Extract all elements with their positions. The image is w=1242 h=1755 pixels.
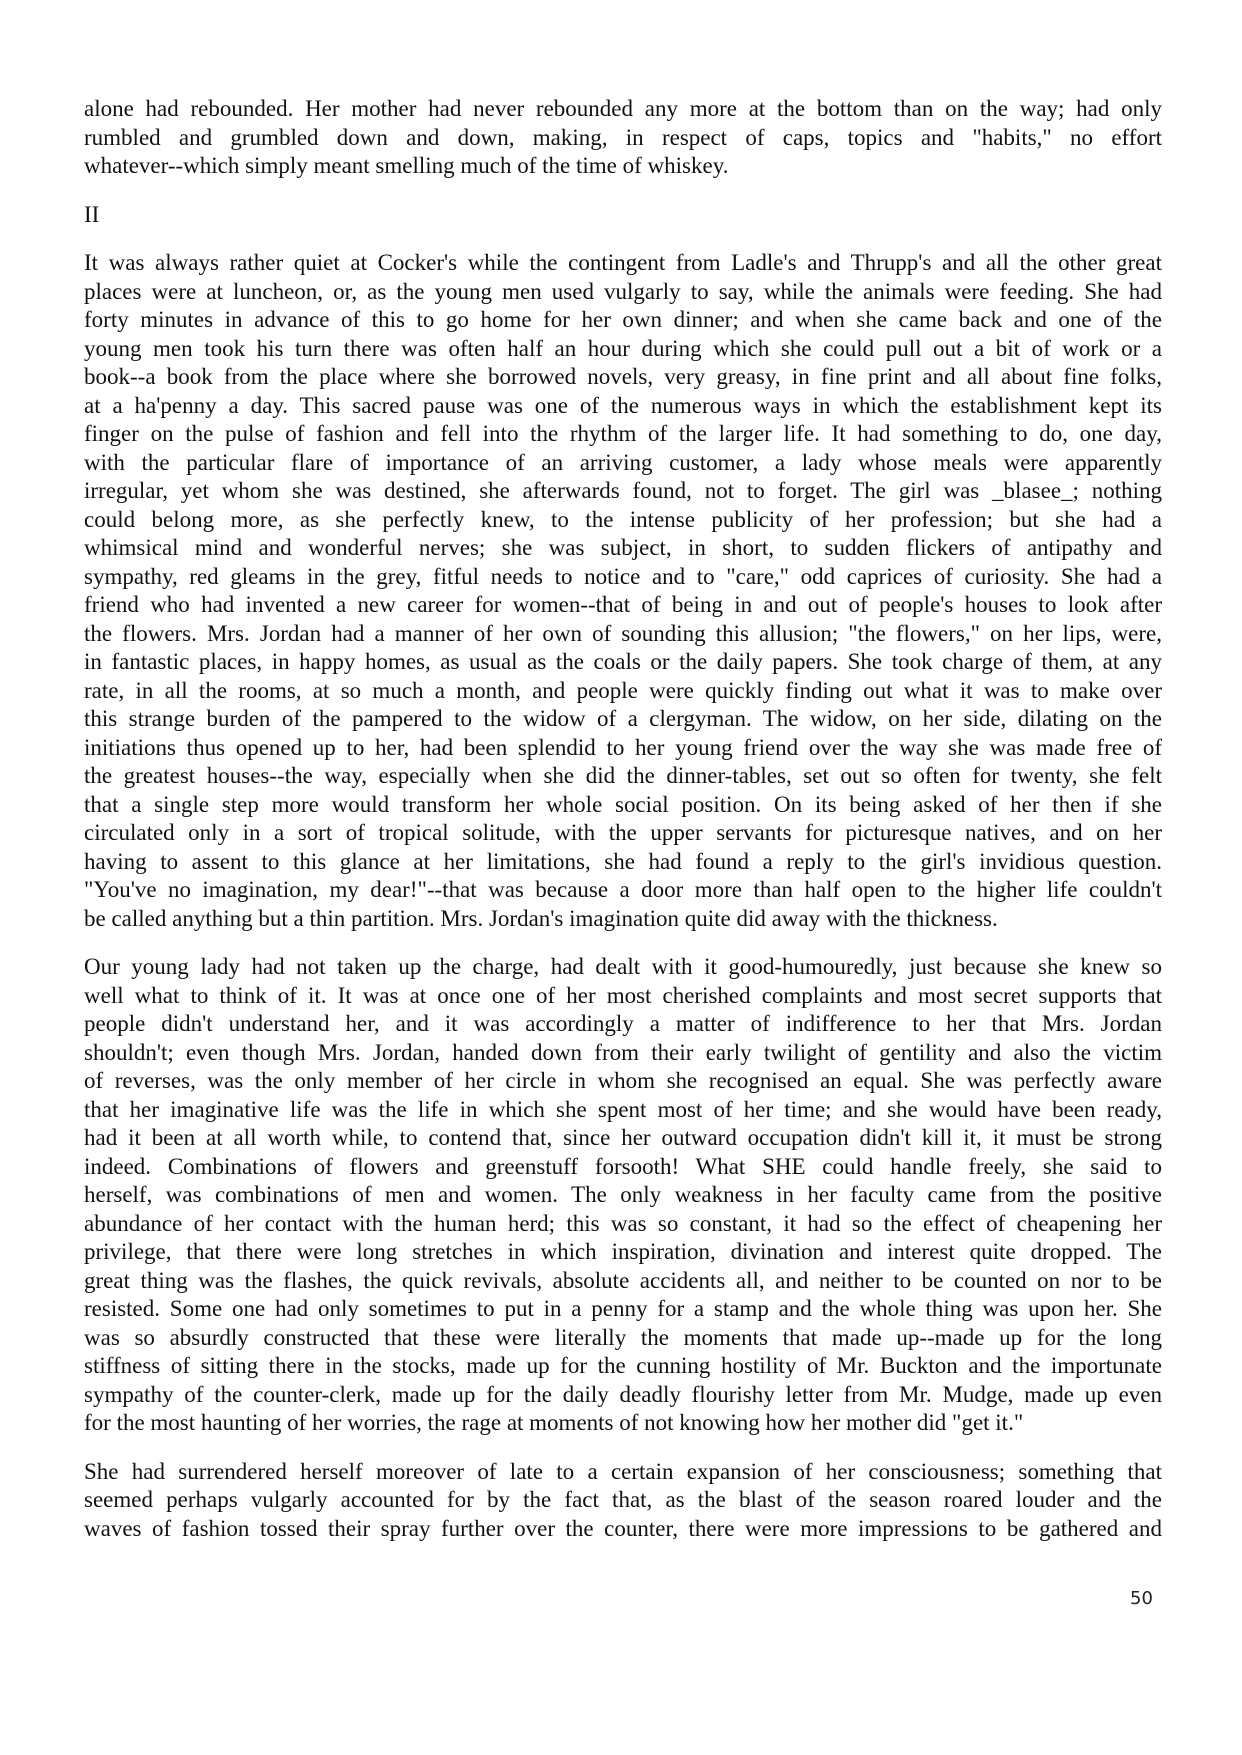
paragraph (84, 1458, 1162, 1544)
text-line: of reverses, was the only member of her circle in whom she recognised an equal. She was perfectly aware (84, 1068, 1162, 1093)
text-line: at a ha'penny a day. This sacred pause was one of the numerous ways in which the establishment kept its (84, 392, 1162, 418)
text-line: the greatest houses--the way, especially when she did the dinner-tables, set out so often for twenty, she felt (84, 763, 1162, 788)
paragraph (84, 953, 1162, 1438)
text-line: well what to think of it. It was at once one of her most cherished complaints and most secret supports that (84, 982, 1162, 1008)
page-number: 50 (1130, 1588, 1153, 1609)
text-line: privilege, that there were long stretches in which inspiration, divination and interest quite dropped. The (84, 1239, 1162, 1264)
text-line: rate, in all the rooms, at so much a month, and people were quickly finding out what it was to make over (84, 677, 1162, 703)
text-line: "You've no imagination, my dear!"--that was because a door more than half open to the higher life couldn't (84, 877, 1162, 902)
text-line: indeed. Combinations of flowers and greenstuff forsooth! What SHE could handle freely, she said to (84, 1153, 1162, 1179)
text-line: Our young lady had not taken up the charge, had dealt with it good-humouredly, just because she knew so (84, 954, 1162, 979)
text-line: with the particular flare of importance of an arriving customer, a lady whose meals were apparently (84, 449, 1162, 475)
text-line: having to assent to this glance at her limitations, she had found a reply to the girl's invidious question. (84, 848, 1162, 874)
text-line: circulated only in a sort of tropical solitude, with the upper servants for picturesque natives, and on her (84, 820, 1162, 845)
text-line: whimsical mind and wonderful nerves; she was subject, in short, to sudden flickers of antipathy and (84, 535, 1162, 560)
text-line: shouldn't; even though Mrs. Jordan, handed down from their early twilight of gentility and also the victim (84, 1039, 1162, 1065)
text-line: waves of fashion tossed their spray further over the counter, there were more impressions to be gathered and (84, 1515, 1162, 1541)
text-line: initiations thus opened up to her, had been splendid to her young friend over the way she was made free of (84, 734, 1162, 760)
text-line: was so absurdly constructed that these were literally the moments that made up--made up for the long (84, 1324, 1162, 1350)
text-line: It was always rather quiet at Cocker's while the contingent from Ladle's and Thrupp's and all the other great (84, 250, 1162, 275)
text-line: sympathy, red gleams in the grey, fitful needs to notice and to "care," odd caprices of curiosity. She had a (84, 563, 1162, 589)
text-line: could belong more, as she perfectly knew, to the intense publicity of her profession; but she had a (84, 506, 1162, 532)
text-line: in fantastic places, in happy homes, as usual as the coals or the daily papers. She took charge of them, at any (84, 649, 1162, 674)
text-line: places were at luncheon, or, as the young men used vulgarly to say, while the animals were feeding. She had (84, 278, 1162, 304)
text-line: alone had rebounded. Her mother had never rebounded any more at the bottom than on the way; had only (84, 96, 1162, 121)
text-line: irregular, yet whom she was destined, she afterwards found, not to forget. The girl was _blasee_; nothing (84, 478, 1162, 503)
text-line: great thing was the flashes, the quick revivals, absolute accidents all, and neither to be counted on nor to be (84, 1267, 1162, 1293)
text-line: young men took his turn there was often half an hour during which she could pull out a bit of work or a (84, 335, 1162, 361)
text-line: herself, was combinations of men and women. The only weakness in her faculty came from the positive (84, 1182, 1162, 1207)
paragraph (84, 249, 1162, 933)
chapter-heading (84, 201, 1162, 230)
text-line: stiffness of sitting there in the stocks, made up for the cunning hostility of Mr. Buckton and the importunate (84, 1353, 1162, 1378)
text-line: resisted. Some one had only sometimes to put in a penny for a stamp and the whole thing was upon her. She (84, 1296, 1162, 1321)
text-line: rumbled and grumbled down and down, making, in respect of caps, topics and "habits," no effort (84, 124, 1162, 150)
document-body (84, 95, 1162, 1563)
text-line: forty minutes in advance of this to go home for her own dinner; and when she came back and one of the (84, 307, 1162, 332)
text-line: that her imaginative life was the life in which she spent most of her time; and she would have been ready, (84, 1096, 1162, 1122)
text-line: be called anything but a thin partition. Mrs. Jordan's imagination quite did away with the thickness. (84, 905, 998, 931)
text-line: friend who had invented a new career for women--that of being in and out of people's houses to look after (84, 592, 1162, 617)
text-line: finger on the pulse of fashion and fell into the rhythm of the larger life. It had something to do, one day, (84, 421, 1162, 446)
text-line: the flowers. Mrs. Jordan had a manner of her own of sounding this allusion; "the flowers," on her lips, were, (84, 620, 1162, 646)
text-line: had it been at all worth while, to contend that, since her outward occupation didn't kill it, it must be strong (84, 1125, 1162, 1150)
text-line: this strange burden of the pampered to the widow of a clergyman. The widow, on her side, dilating on the (84, 706, 1162, 731)
paragraph (84, 95, 1162, 181)
text-line: seemed perhaps vulgarly accounted for by the fact that, as the blast of the season roared louder and the (84, 1487, 1162, 1512)
text-line: She had surrendered herself moreover of late to a certain expansion of her consciousness; something that (84, 1458, 1162, 1484)
text-line: for the most haunting of her worries, the rage at moments of not knowing how her mother did "get it." (84, 1410, 1024, 1435)
text-line: people didn't understand her, and it was accordingly a matter of indifference to her that Mrs. Jordan (84, 1011, 1162, 1036)
text-line: book--a book from the place where she borrowed novels, very greasy, in fine print and all about fine folks, (84, 364, 1162, 389)
text-line: whatever--which simply meant smelling much of the time of whiskey. (84, 153, 729, 178)
text-line: abundance of her contact with the human herd; this was so constant, it had so the effect of cheapening her (84, 1210, 1162, 1236)
text-line: II (84, 201, 100, 227)
text-line: sympathy of the counter-clerk, made up for the daily deadly flourishy letter from Mr. Mudge, made up even (84, 1381, 1162, 1407)
text-line: that a single step more would transform her whole social position. On its being asked of her then if she (84, 791, 1162, 817)
